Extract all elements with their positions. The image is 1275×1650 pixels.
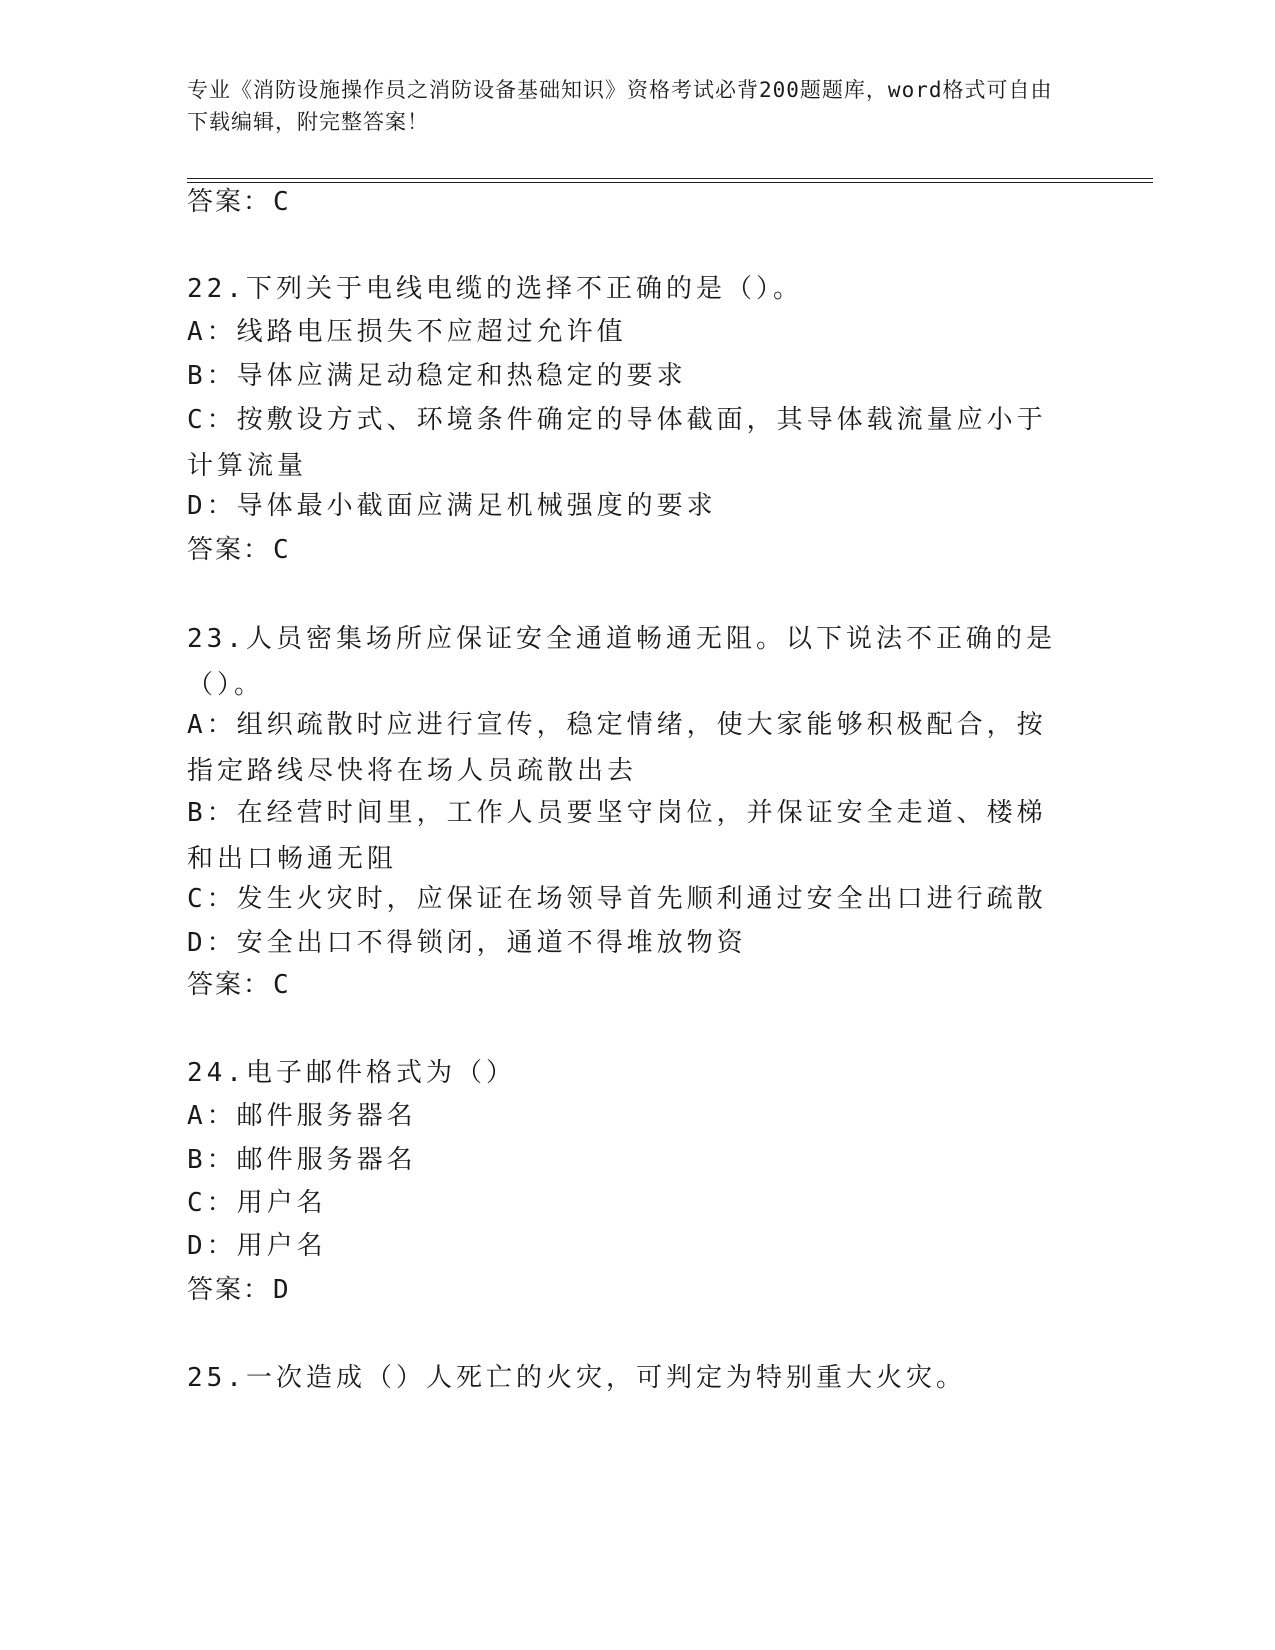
answer-label: 答案： xyxy=(187,187,272,217)
q23-option-c: C：发生火灾时，应保证在场领导首先顺利通过安全出口进行疏散 xyxy=(187,884,1047,914)
question-23: 23.人员密集场所应保证安全通道畅通无阻。以下说法不正确的是（）。 xyxy=(187,624,1056,700)
q22-answer xyxy=(187,535,291,565)
answer-value: C xyxy=(273,535,291,565)
q22-option-c: C：按敷设方式、环境条件确定的导体截面，其导体载流量应小于计算流量 xyxy=(187,405,1047,481)
q23-answer xyxy=(187,970,291,1000)
q24-option-a: A：邮件服务器名 xyxy=(187,1101,417,1131)
answer-label: 答案： xyxy=(187,535,272,565)
q24-option-d: D：用户名 xyxy=(187,1231,327,1261)
question-22: 22.下列关于电线电缆的选择不正确的是（）。 xyxy=(187,274,803,304)
q24-answer xyxy=(187,1275,291,1305)
q23-option-d: D：安全出口不得锁闭，通道不得堆放物资 xyxy=(187,928,747,958)
header-rule-bottom xyxy=(187,182,1153,183)
question-24: 24.电子邮件格式为（） xyxy=(187,1058,516,1088)
q24-option-c: C：用户名 xyxy=(187,1188,327,1218)
answer-value: D xyxy=(273,1275,291,1305)
question-25: 25.一次造成（）人死亡的火灾，可判定为特别重大火灾。 xyxy=(187,1363,966,1393)
answer-value: C xyxy=(273,970,291,1000)
q22-option-d: D：导体最小截面应满足机械强度的要求 xyxy=(187,491,717,521)
q22-option-b: B：导体应满足动稳定和热稳定的要求 xyxy=(187,361,687,391)
answer-label: 答案： xyxy=(187,1275,272,1305)
q23-option-b: B：在经营时间里，工作人员要坚守岗位，并保证安全走道、楼梯和出口畅通无阻 xyxy=(187,798,1047,874)
q23-option-a: A：组织疏散时应进行宣传，稳定情绪，使大家能够积极配合，按指定路线尽快将在场人员疏散出去 xyxy=(187,710,1047,786)
q22-option-a: A：线路电压损失不应超过允许值 xyxy=(187,317,627,347)
answer-label: 答案： xyxy=(187,970,272,1000)
header-rule-top xyxy=(187,178,1153,179)
document-header: 专业《消防设施操作员之消防设备基础知识》资格考试必背200题题库，word格式可自由下载编辑，附完整答案！ xyxy=(187,78,1053,134)
answer-line xyxy=(187,187,291,217)
answer-value: C xyxy=(273,187,291,217)
q24-option-b: B：邮件服务器名 xyxy=(187,1145,417,1175)
